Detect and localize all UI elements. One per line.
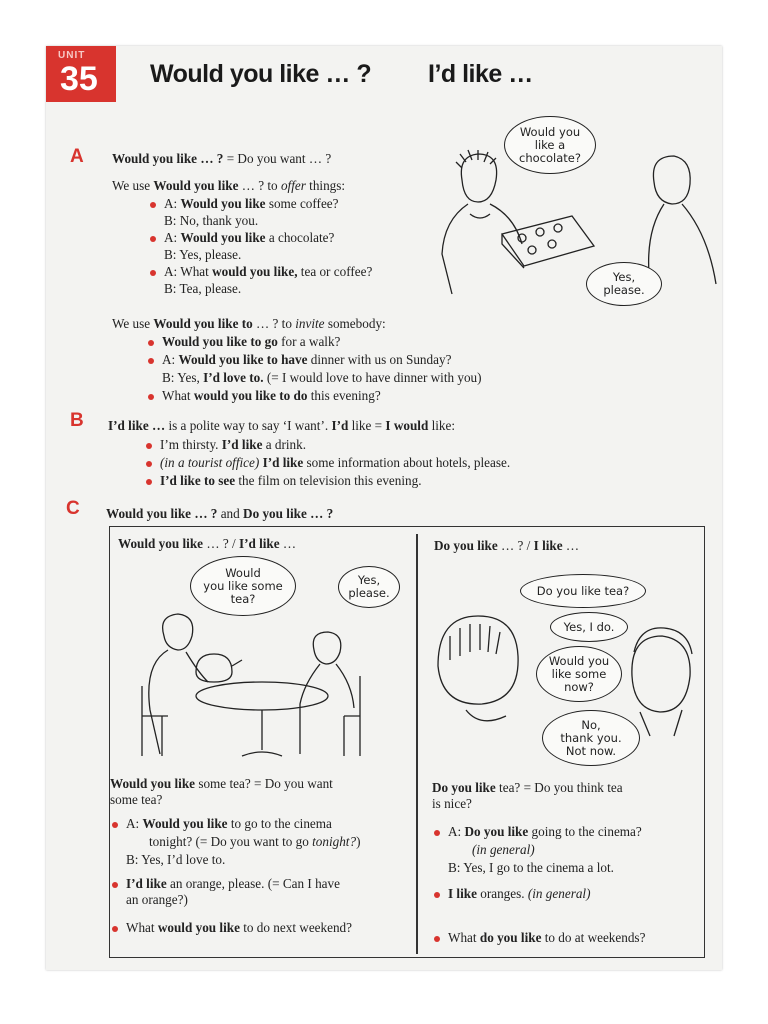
invite-example: A: Would you like to have dinner with us on Sunday?: [162, 352, 452, 367]
woman-head: [461, 154, 496, 202]
section-b-intro: I’d like … is a polite way to say ‘I want’. I’d like = I would like:: [108, 418, 456, 433]
woman-portrait-necklace: [466, 710, 506, 721]
left-example-2b: an orange?): [126, 892, 188, 907]
offer-example: B: No, thank you.: [164, 213, 259, 228]
right-explain-2: is nice?: [432, 796, 472, 811]
left-explain-1: Would you like some tea? = Do you want: [110, 776, 333, 791]
section-a-letter: A: [70, 146, 84, 167]
woman-necklace: [470, 214, 490, 218]
speech-bubble-do-you-like-tea: Do you like tea?: [520, 574, 646, 608]
bullet: [434, 936, 440, 942]
bullet: [150, 270, 156, 276]
bullet: [148, 394, 154, 400]
man-body: [649, 204, 716, 284]
invite-example: B: Yes, I’d love to. (= I would love to have dinner with you): [162, 370, 482, 385]
right-explain-1: Do you like tea? = Do you think tea: [432, 780, 623, 795]
right-example-1: A: Do you like going to the cinema?: [448, 824, 642, 839]
offer-example: A: What would you like, tea or coffee?: [164, 264, 373, 279]
page-title-right: I’d like …: [428, 60, 533, 88]
woman-figure: [149, 614, 208, 754]
invite-intro: We use Would you like to … ? to invite somebody:: [112, 316, 386, 331]
offer-example: A: Would you like a chocolate?: [164, 230, 335, 245]
left-column-header: Would you like … ? / I’d like …: [118, 536, 297, 551]
bullet: [434, 830, 440, 836]
speech-bubble-no-thank-you: No, thank you. Not now.: [542, 710, 640, 766]
right-example-2: I like oranges. (in general): [448, 886, 591, 901]
offer-example: B: Yes, please.: [164, 247, 242, 262]
comparison-divider: [416, 534, 418, 954]
tea-table-illustration: [132, 606, 378, 766]
right-example-1c: B: Yes, I go to the cinema a lot.: [448, 860, 614, 875]
bullet: [148, 358, 154, 364]
bullet: [112, 882, 118, 888]
man-portrait-collar: [640, 710, 682, 736]
offer-example: A: Would you like some coffee?: [164, 196, 339, 211]
bullet: [146, 479, 152, 485]
offer-intro: We use Would you like … ? to offer things:: [112, 178, 346, 193]
unit-badge: [46, 46, 116, 102]
right-example-1b: (in general): [472, 842, 535, 857]
unit-label: UNIT: [58, 50, 86, 61]
bullet: [148, 340, 154, 346]
bullet: [146, 443, 152, 449]
bullet: [434, 892, 440, 898]
section-b-letter: B: [70, 410, 84, 431]
right-column-header: Do you like … ? / I like …: [434, 538, 580, 553]
left-example-2: I’d like an orange, please. (= Can I have: [126, 876, 340, 891]
speech-bubble-chocolate: Would you like a chocolate?: [504, 116, 596, 174]
section-b-example: I’d like to see the film on television this evening.: [160, 473, 422, 488]
left-explain-2: some tea?: [110, 792, 163, 807]
unit-number: 35: [60, 60, 98, 98]
speech-bubble-yes-please: Yes, please.: [586, 262, 662, 306]
left-example-3: What would you like to do next weekend?: [126, 920, 353, 935]
invite-example: What would you like to do this evening?: [162, 388, 381, 403]
woman-chair: [142, 686, 168, 756]
speech-bubble-yes-i-do: Yes, I do.: [550, 612, 628, 642]
man-head: [653, 156, 690, 204]
section-b-example: (in a tourist office) I’d like some information about hotels, please.: [160, 455, 511, 470]
bullet: [112, 926, 118, 932]
speech-bubble-would-you-like-some-now: Would you like some now?: [536, 646, 622, 702]
textbook-page: [46, 46, 722, 970]
bullet: [150, 202, 156, 208]
woman-portrait-head: [438, 616, 518, 704]
table-top: [196, 682, 328, 710]
speech-bubble-yes-please-tea: Yes, please.: [338, 566, 400, 608]
man-chair: [344, 676, 360, 756]
left-example-1c: B: Yes, I’d love to.: [126, 852, 226, 867]
offer-example: B: Tea, please.: [164, 281, 242, 296]
man-portrait-head: [632, 636, 690, 712]
right-example-3: What do you like to do at weekends?: [448, 930, 646, 945]
left-example-1b: tonight? (= Do you want to go tonight?): [149, 834, 361, 849]
invite-example: Would you like to go for a walk?: [162, 334, 341, 349]
bullet: [112, 822, 118, 828]
table-leg: [242, 710, 282, 756]
speech-bubble-tea-offer: Would you like some tea?: [190, 556, 296, 616]
section-b-example: I’m thirsty. I’d like a drink.: [160, 437, 307, 452]
bullet: [150, 236, 156, 242]
woman-portrait-fringe: [450, 624, 500, 660]
left-example-1: A: Would you like to go to the cinema: [126, 816, 332, 831]
section-a-intro: Would you like … ? = Do you want … ?: [112, 151, 332, 166]
teapot: [196, 654, 242, 682]
page-title-left: Would you like … ?: [150, 60, 372, 88]
section-c-heading: Would you like … ? and Do you like … ?: [106, 506, 334, 521]
bullet: [146, 461, 152, 467]
section-c-letter: C: [66, 498, 80, 519]
chocolate-offer-illustration: [442, 142, 718, 318]
